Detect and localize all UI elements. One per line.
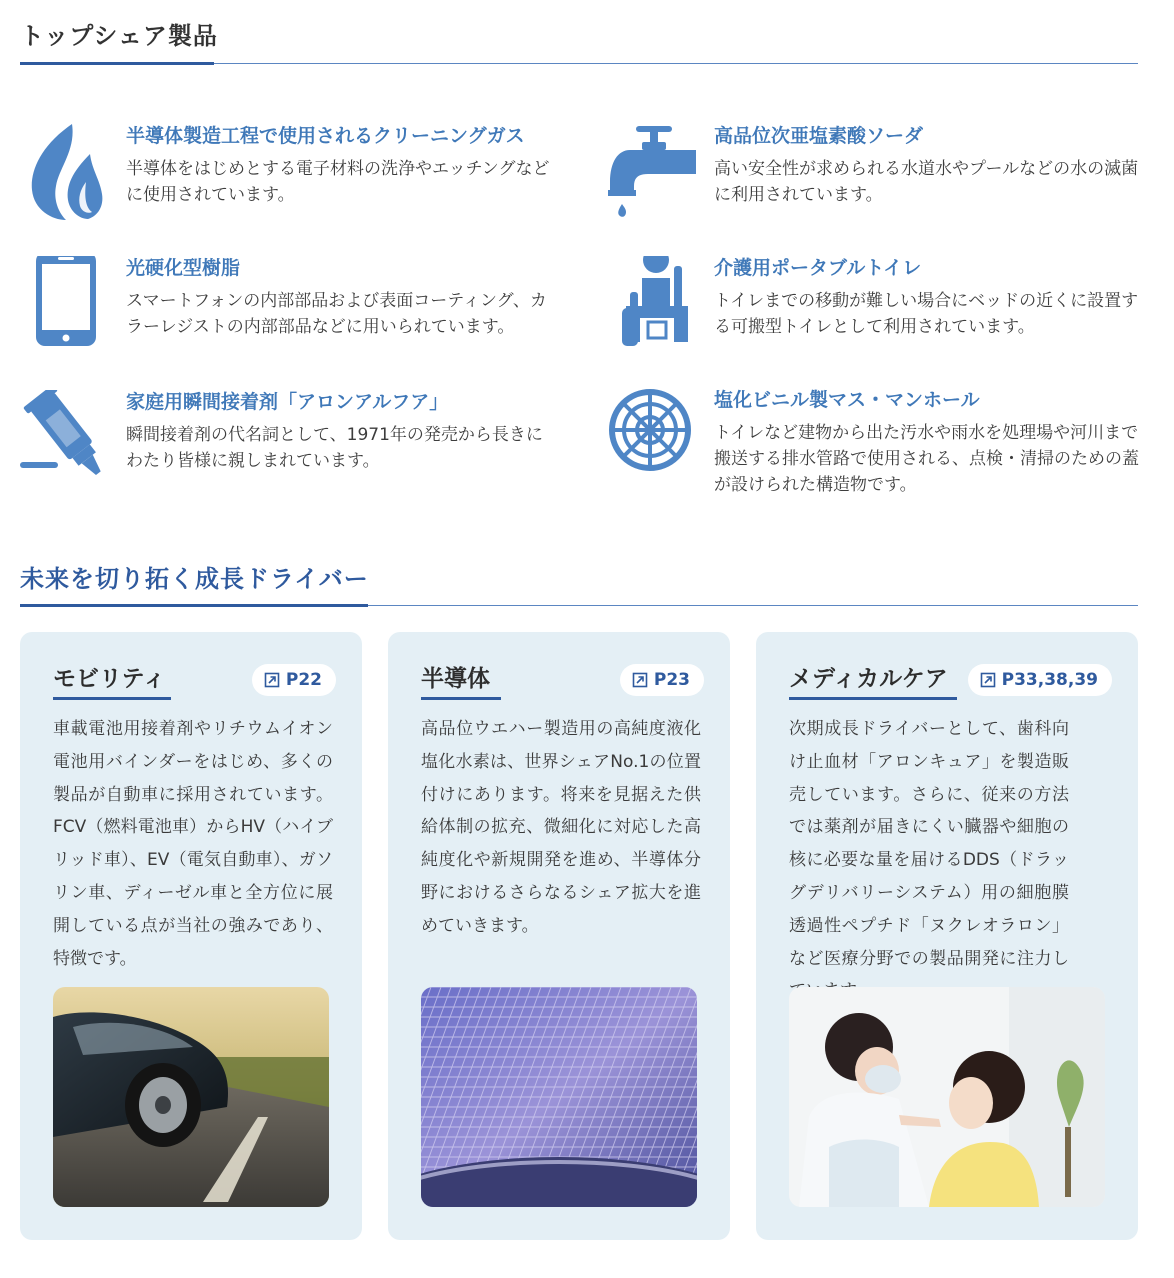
product-description: 瞬間接着剤の代名詞として、1971年の発売から長きにわたり皆様に親しまれています。 <box>126 425 543 471</box>
card-semiconductor <box>388 632 730 1240</box>
top-share-section-header <box>20 24 1138 48</box>
section-title: トップシェア製品 <box>20 22 218 50</box>
manhole-icon <box>608 388 698 488</box>
card-title-underline <box>53 697 171 700</box>
external-link-icon <box>980 672 996 688</box>
product-instant-adhesive <box>20 390 560 490</box>
page-reference-link[interactable] <box>968 664 1112 696</box>
smartphone-icon <box>20 256 110 356</box>
section-title: 未来を切り拓く成長ドライバー <box>20 565 369 593</box>
product-photocurable-resin <box>20 256 560 356</box>
product-title: 塩化ビニル製マス・マンホール <box>714 389 980 411</box>
card-title: モビリティ <box>53 666 166 692</box>
section-title-underline <box>20 62 214 65</box>
product-portable-toilet <box>608 256 1148 356</box>
product-description: 高い安全性が求められる水道水やプールなどの水の滅菌に利用されています。 <box>714 159 1139 205</box>
product-title: 光硬化型樹脂 <box>126 257 241 279</box>
growth-drivers-section-header <box>20 567 1138 591</box>
page-reference-link[interactable] <box>252 664 336 696</box>
page-reference: P23 <box>653 670 690 690</box>
section-title-underline <box>20 604 368 607</box>
product-title: 半導体製造工程で使用されるクリーニングガス <box>126 125 525 147</box>
page-reference-link[interactable] <box>620 664 704 696</box>
external-link-icon <box>632 672 648 688</box>
wafer-photo <box>421 987 697 1207</box>
portable-toilet-icon <box>608 256 698 356</box>
car-photo <box>53 987 329 1207</box>
product-description: スマートフォンの内部部品および表面コーティング、カラーレジストの内部部品などに用いられています。 <box>126 291 547 337</box>
card-title: メディカルケア <box>789 666 948 692</box>
card-body: 車載電池用接着剤やリチウムイオン電池用バインダーをはじめ、多くの製品が自動車に採用されています。FCV（燃料電池車）からHV（ハイブリッド車）、EV（電気自動車）、ガソリン車、ディーゼル車と全方位に展開している点が当社の強みであり、特徴です。 <box>53 719 333 969</box>
page-reference: P22 <box>285 670 322 690</box>
product-pvc-manhole <box>608 388 1148 498</box>
page-reference: P33,38,39 <box>1001 670 1098 690</box>
card-title-underline <box>421 697 501 700</box>
flame-drop-icon <box>20 124 110 224</box>
dental-care-photo <box>789 987 1105 1207</box>
card-body: 高品位ウエハー製造用の高純度液化塩化水素は、世界シェアNo.1の位置付けにあります。将来を見据えた供給体制の拡充、微細化に対応した高純度化や新規開発を進め、半導体分野におけるさらなるシェア拡大を進めていきます。 <box>421 719 701 936</box>
product-description: トイレなど建物から出た汚水や雨水を処理場や河川まで搬送する排水管路で使用される、点検・清掃のための蓋が設けられた構造物です。 <box>714 423 1139 495</box>
product-title: 家庭用瞬間接着剤「アロンアルフア」 <box>126 391 449 413</box>
card-title-underline <box>789 697 957 700</box>
card-title: 半導体 <box>421 666 490 692</box>
card-medical-care <box>756 632 1138 1240</box>
card-body: 次期成長ドライバーとして、歯科向け止血材「アロンキュア」を製造販売しています。さらに、従来の方法では薬剤が届きにくい臓器や細胞の核に必要な量を届けるDDS（ドラッグデリバリーシステム）用の細胞膜透過性ペプチド「ヌクレオラロン」など医療分野での製品開発に注力し <box>789 719 1069 969</box>
product-description: トイレまでの移動が難しい場合にベッドの近くに設置する可搬型トイレとして利用されています。 <box>714 291 1139 337</box>
glue-tube-icon <box>20 390 110 490</box>
external-link-icon <box>264 672 280 688</box>
water-faucet-icon <box>608 124 698 224</box>
product-title: 高品位次亜塩素酸ソーダ <box>714 125 924 147</box>
card-mobility <box>20 632 362 1240</box>
product-sodium-hypochlorite <box>608 124 1148 224</box>
product-title: 介護用ポータブルトイレ <box>714 257 922 279</box>
product-cleaning-gas <box>20 124 560 224</box>
product-description: 半導体をはじめとする電子材料の洗浄やエッチングなどに使用されています。 <box>126 159 550 205</box>
